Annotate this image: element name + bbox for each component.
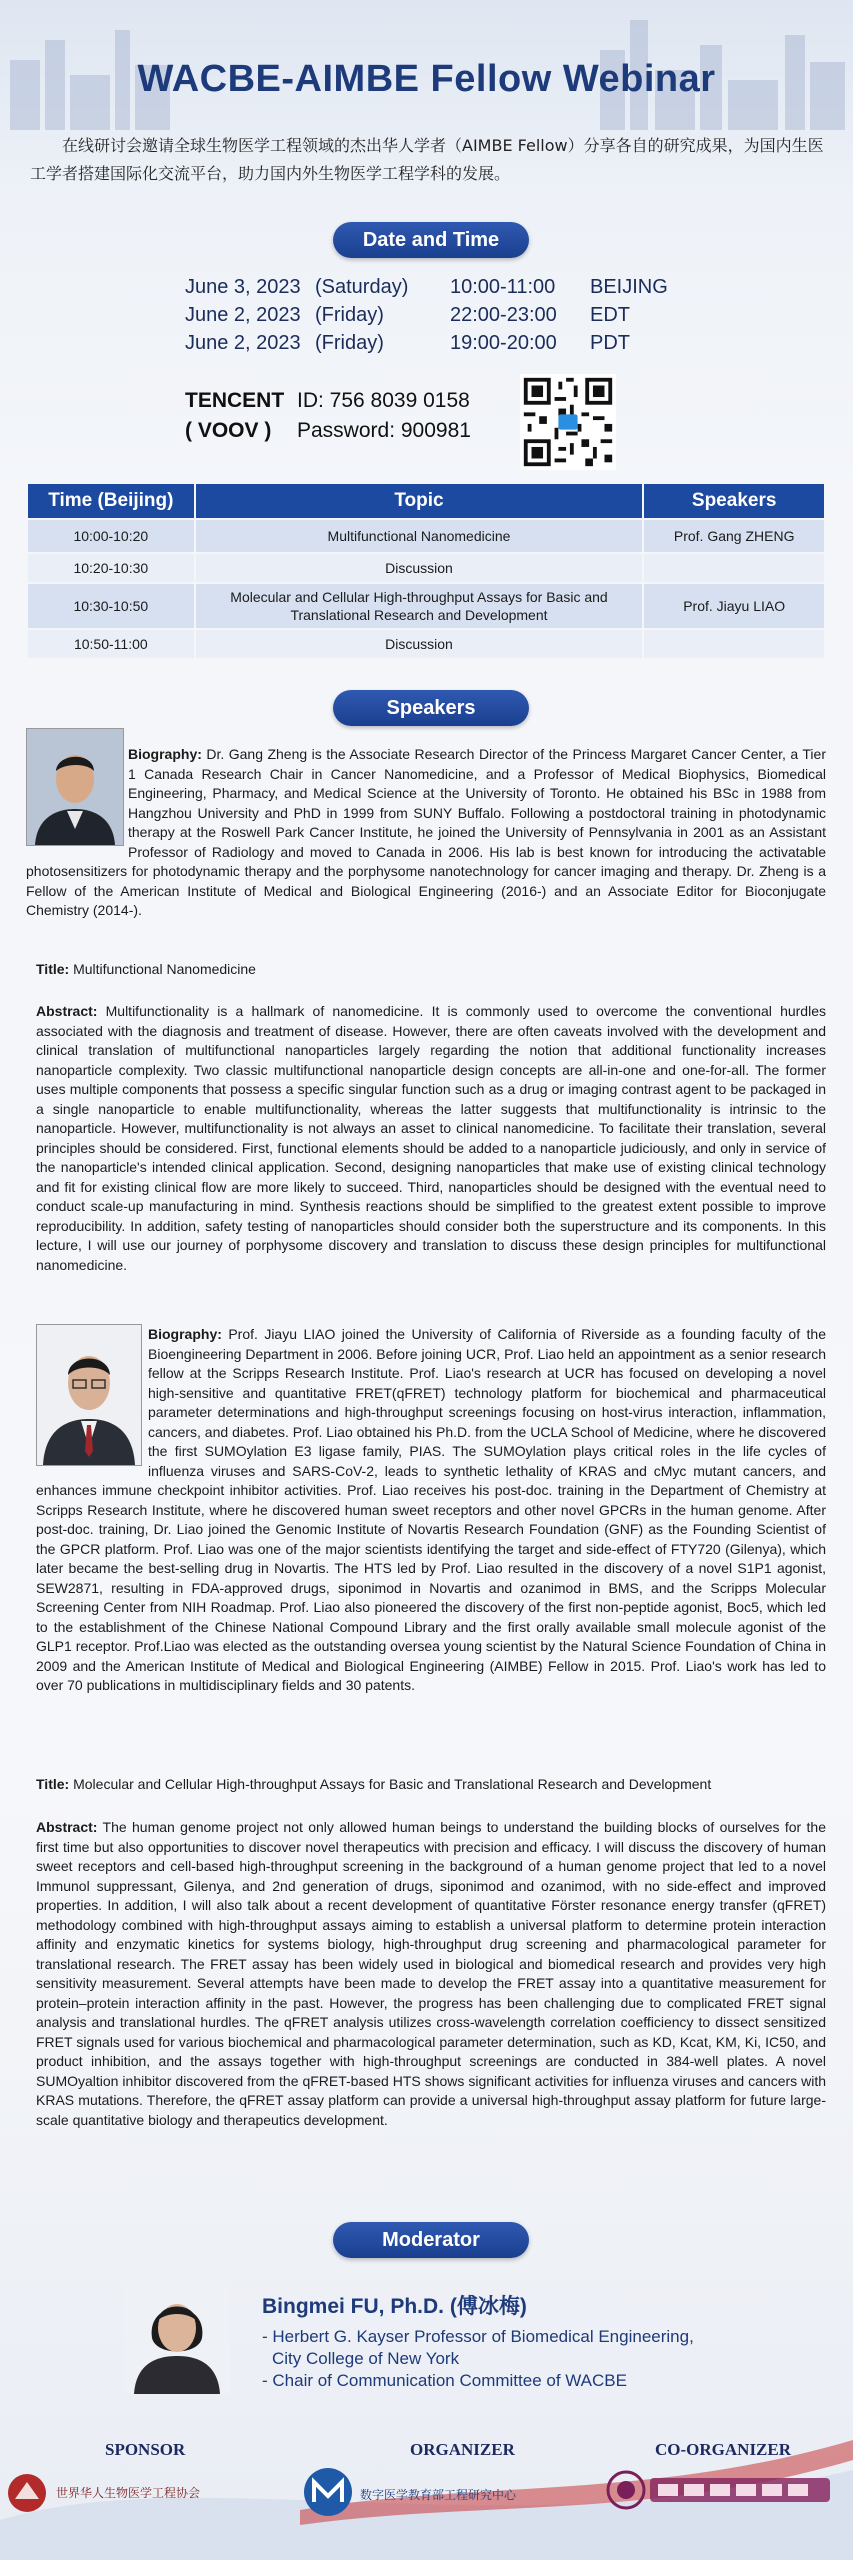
schedule-table (26, 482, 826, 660)
moderator-affiliation: - Herbert G. Kayser Professor of Biomedical Engineering, (262, 2327, 694, 2346)
header-time: Time (Beijing) (27, 483, 195, 519)
meeting-info (185, 386, 471, 446)
schedule-row (27, 553, 825, 583)
moderator-affiliation: City College of New York (272, 2349, 460, 2368)
schedule-row (27, 583, 825, 629)
date: June 2, 2023 (185, 304, 301, 326)
moderator-heading: Moderator (333, 2222, 529, 2258)
schedule-topic: Discussion (195, 629, 644, 659)
biography-label: Biography: (128, 746, 202, 762)
date-time-heading: Date and Time (333, 222, 529, 258)
schedule-time: 10:30-10:50 (27, 583, 195, 629)
time-zone: PDT (590, 332, 630, 354)
weekday: (Saturday) (315, 276, 409, 298)
time-zone: BEIJING (590, 276, 668, 298)
speaker2-biography (36, 1325, 826, 1696)
schedule-topic: Discussion (195, 553, 644, 583)
abstract-label: Abstract: (36, 1819, 98, 1835)
time-zone: EDT (590, 304, 630, 326)
schedule-row (27, 519, 825, 553)
schedule-speaker (643, 629, 825, 659)
coorganizer-label: CO-ORGANIZER (655, 2440, 792, 2459)
schedule-time: 10:00-10:20 (27, 519, 195, 553)
coorganizer-logo-mark (650, 2472, 830, 2508)
meeting-app-label: ( VOOV ) (185, 419, 272, 442)
wacbe-logo-icon (6, 2472, 48, 2514)
speaker1-abstract (36, 1002, 826, 1275)
speaker1-title (36, 960, 826, 980)
schedule-speaker (643, 553, 825, 583)
weekday: (Friday) (315, 332, 384, 354)
speakers-heading: Speakers (333, 690, 529, 726)
time-range: 10:00-11:00 (450, 276, 556, 298)
weekday: (Friday) (315, 304, 384, 326)
organizer-logo-text: 数字医学教育部工程研究中心 (360, 2488, 517, 2502)
abstract-label: Abstract: (36, 1003, 98, 1019)
schedule-header-row (27, 483, 825, 519)
organizer-label: ORGANIZER (410, 2440, 515, 2459)
speaker1-biography (26, 745, 826, 921)
header-topic: Topic (195, 483, 644, 519)
speaker2-title-text: Molecular and Cellular High-throughput Assays for Basic and Translational Research and Development (69, 1776, 712, 1792)
time-range: 22:00-23:00 (450, 304, 557, 326)
sponsor-label: SPONSOR (105, 2440, 186, 2459)
date: June 3, 2023 (185, 276, 301, 298)
schedule-row (27, 629, 825, 659)
schedule-speaker: Prof. Gang ZHENG (643, 519, 825, 553)
speaker1-abstract-text: Multifunctionality is a hallmark of nanomedicine. It is commonly used to overcome the conventional hurdles associated with the diagnosis and treatment of disease. However, there are often caveats involved with the development and clinical translation of multifunctional nanoparticles largely regarding the notion that additional functionality increases nanoparticle complexity. Two classic multifunctional nanoparticle design concepts are all-in-one and one-for-all. The former uses multiple components that possess a specific singular function such as a drug or imaging contrast agent to be packaged in a single nanoparticle to enable multifunctionality, whereas the latter suggests that multifunctionality is intrinsic to the nanoparticle. However, multifunctionality is not always an asset to clinical nanomedicine. To facilitate their translation, several principles should be considered. First, functional elements should be added to a nanoparticle judiciously, and only in service of the nanoparticle's intended clinical application. Second, designing nanoparticles that make use of existing clinical technology and fit for existing clinical flow are more likely to succeed. Third, nanoparticles should be designed with the eventual need to conduct scale-up manufacturing in mind. Synthesis reactions should be simplified to the greatest extent possible to improve reproducibility. In addition, safety testing of nanoparticles should consider both the superstructure and its components. In this lecture, I will use our journey of porphysome discovery and translation to discuss these design principles for multifunctional nanomedicine. (36, 1003, 826, 1273)
speaker1-title-text: Multifunctional Nanomedicine (69, 961, 256, 977)
speaker2-abstract (36, 1818, 826, 2130)
qr-code[interactable] (520, 374, 616, 470)
meeting-id: ID: 756 8039 0158 (297, 389, 470, 412)
time-range: 19:00-20:00 (450, 332, 557, 354)
moderator-affiliation: - Chair of Communication Committee of WACBE (262, 2371, 627, 2390)
intro-text: 在线研讨会邀请全球生物医学工程领域的杰出华人学者（AIMBE Fellow）分享各自的研究成果，为国内生医工学者搭建国际化交流平台，助力国内外生物医学工程学科的发展。 (30, 136, 824, 183)
speaker1-bio-text: Dr. Gang Zheng is the Associate Research Director of the Princess Margaret Cancer Center, a Tier 1 Canada Research Chair in Cancer Nanomedicine, and a Professor of Medical Biophysics, Biomedical Engineering, Pharmacy, and Medical Science at the University of Toronto. He obtained his BSc in 1988 from Hangzhou University and PhD in 1999 from SUNY Buffalo. Following a postdoctoral training in photodynamic therapy at the Roswell Park Cancer Institute, he joined the University of Pennsylvania in 2001 as an Assistant Professor of Radiology and moved to Canada in 2006. His lab is best known for introducing the activatable photosensitizers for photodynamic therapy and the porphysome nanotechnology for cancer imaging and therapy. Dr. Zheng is a Fellow of the American Institute of Medical and Biological Engineering (2016-) and an Associate Editor for Bioconjugate Chemistry (2014-). (26, 746, 826, 918)
title-label: Title: (36, 961, 70, 977)
speaker2-abstract-text: The human genome project not only allowed human beings to understand the building blocks of ourselves for the first time but also opportunities to discover novel therapeutics with precision and efficacy. I will discuss the discovery of human sweet receptors and cell-based high-throughput screening in the background of a human genome project that led to a novel Immunol suppressant, Gilenya, and 2nd generation of drugs, siponimod and ozanimod, with no side-effect and improved properties. In addition, I will also talk about a recent development of quantitative Förster resonance energy transfer (qFRET) methodology combined with high-throughput assays aiming to establish a universal platform to determine protein interaction affinity and enzymatic kinetics for systems biology, high-throughput drug screening and pharmacological parameter for translational research. The FRET assay has been widely used in biological and biomedical research and provides very high sensitivity measurement. Several attempts have been made to develop the FRET assay into a quantitative measurement for protein–protein interaction affinity in the past. However, the progress has been challenging due to complicated FRET signal analysis and translational hurdles. The qFRET analysis utilizes cross-wavelength correlation coefficiency to dissect sensitized FRET signals used for various biochemical and pharmacological parameter determination, such as KD, Kcat, KM, Ki, IC50, and product inhibition, and the assays together with high-throughput screenings are conducted in 384-well plates. A novel SUMOyaltion inhibitor discovered from the qFRET-based HTS shows significant activities for influenza viruses and cancers with KRAS mutations. Therefore, the qFRET assay platform can provide a universal high-throughput assay platform for future large-scale quantitative biology and therapeutics development. (36, 1819, 826, 2128)
coorganizer-logo-icon (606, 2470, 646, 2510)
meeting-platform-label: TENCENT (185, 389, 285, 412)
schedule-speaker: Prof. Jiayu LIAO (643, 583, 825, 629)
sponsor-logo-text: 世界华人生物医学工程协会 (56, 2486, 201, 2500)
organizer-logo-icon (302, 2466, 354, 2518)
speaker2-bio-text: Prof. Jiayu LIAO joined the University of California of Riverside as a founding faculty of the Bioengineering Department in 2006. Before joining UCR, Prof. Liao held an appointment as a senior research fellow at the Scripps Research Institute. Prof. Liao's research at UCR has focused on developing a novel high-sensitive and quantitative FRET(qFRET) technology platform for biochemical and pharmaceutical parameter determinations and high-throughput screenings focusing on host-virus interaction, inflammation, cancers, and diabetes. Prof. Liao obtained his Ph.D. from the UCLA School of Medicine, where he discovered the first SUMOylation E3 ligase family, PIAS. The SUMOylation plays critical roles in the life cycles of influenza viruses and SARS-CoV-2, leads to synthetic lethality of KRAS and cMyc mutant cancers, and enhances immune checkpoint inhibitor activities. Prof. Liao receives his post-doc. training in the Department of Chemistry at Scripps Research Institute, where he discovered human sweet receptors and other novel GPCRs in the human genome. After post-doc. training, Dr. Liao joined the Genomic Institute of Novartis Research Foundation (GNF) as the Founding Scientist of the GPCR platform. Prof. Liao was one of the major scientists identifying the target and side-effect of FTY720 (Gilenya), which later became the best-selling drug in Novartis. The HTS led by Prof. Liao resulted in the discovery of a novel S1P1 agonist, SEW2871, resulting in FDA-approved drugs, siponimod in Novartis and ozanimod in BMS, and the Scripps Molecular Screening Center from NIH Roadmap. Prof. Liao also pioneered the discovery of the first non-peptide agonist, Boc5, which led to the establishment of the Chinese National Compound Library and the first orally available small molecule agonist of the GLP1 receptor. Prof.Liao was elected as the outstanding oversea young scientist by the Natural Science Foundation of China in 2009 and the American Institute of Medical and Biological Engineering (AIMBE) Fellow in 2015. Prof. Liao's work has led to over 70 publications in multidisciplinary fields and 30 patents. (36, 1326, 826, 1693)
schedule-topic: Molecular and Cellular High-throughput Assays for Basic and Translational Research and Development (195, 583, 644, 629)
moderator-photo (124, 2268, 230, 2394)
header-speakers: Speakers (643, 483, 825, 519)
biography-label: Biography: (148, 1326, 222, 1342)
moderator-name: Bingmei FU, Ph.D. (傅冰梅) (262, 2295, 527, 2318)
date: June 2, 2023 (185, 332, 301, 354)
title-label: Title: (36, 1776, 70, 1792)
schedule-time: 10:20-10:30 (27, 553, 195, 583)
meeting-password: Password: 900981 (297, 419, 471, 442)
speaker2-title (36, 1775, 826, 1795)
schedule-topic: Multifunctional Nanomedicine (195, 519, 644, 553)
page-title: WACBE-AIMBE Fellow Webinar (137, 58, 716, 100)
schedule-time: 10:50-11:00 (27, 629, 195, 659)
